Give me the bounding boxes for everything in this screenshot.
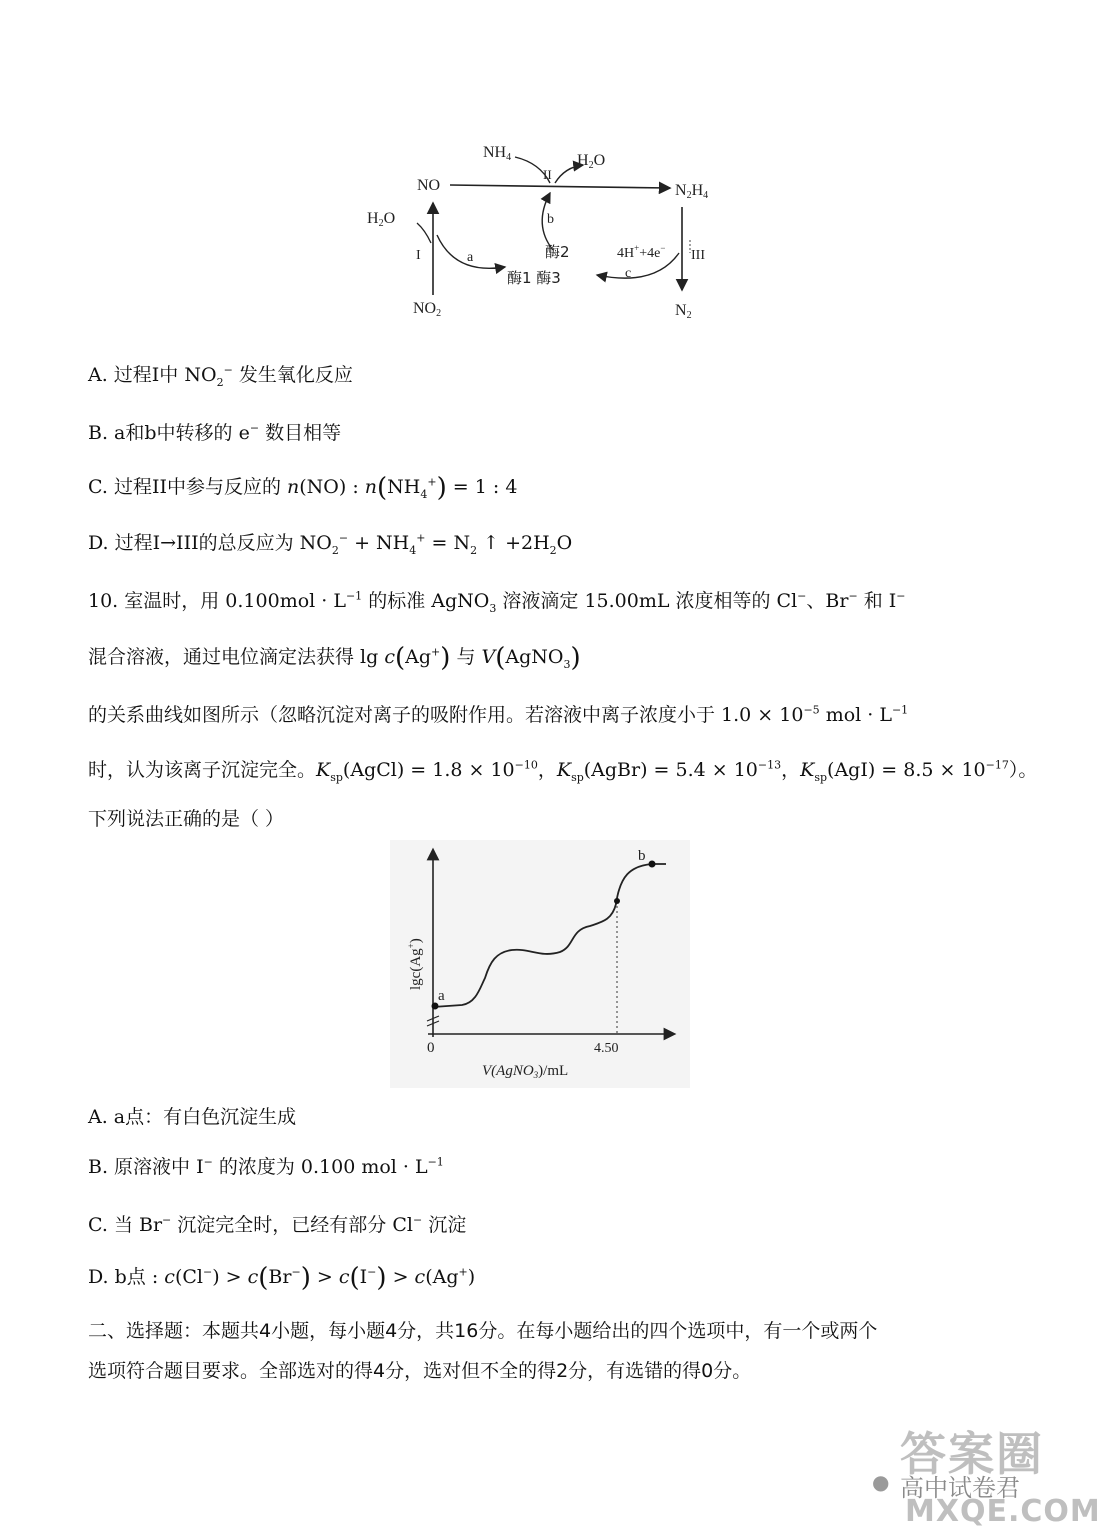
x-tick-label: 4.50	[594, 1041, 619, 1056]
label-a: a	[467, 250, 474, 265]
q10-option-a: A. a点：有白色沉淀生成	[88, 1106, 297, 1128]
q10-line-3: 的关系曲线如图所示（忽略沉淀对离子的吸附作用。若溶液中离子浓度小于 $1.0 \times 10^{-5}$ mol · $L^{-1}$	[88, 703, 909, 726]
q9-option-c: C. 过程II中参与反应的 n(NO) : $n(NH_4^+) = 1$ : 4	[88, 473, 518, 503]
reaction-cycle-diagram	[355, 135, 735, 335]
y-axis-label: lgc(Ag+)	[406, 938, 424, 990]
q10-option-b: B. 原溶液中 I− 的浓度为 0.100 mol · $L^{-1}$	[88, 1155, 444, 1178]
label-i: I	[416, 248, 421, 263]
label-no2: NO2	[413, 300, 442, 319]
label-n2h4: N2H4	[675, 182, 709, 201]
q10-option-c: C. 当 Br− 沉淀完全时，已经有部分 Cl− 沉淀	[88, 1213, 467, 1236]
label-b: b	[547, 212, 554, 227]
label-nh4: NH4	[483, 144, 512, 163]
q10-option-d: D. b点 : c(Cl−) > c(Br−) > c(I−) > c(Ag+)	[88, 1263, 476, 1293]
q9-option-a: A. 过程I中 $NO_2^-$ 发生氧化反应	[88, 363, 353, 389]
point-a-label: a	[438, 988, 445, 1004]
label-n2: N2	[675, 302, 692, 321]
watermark-logo-text: 答案圈	[900, 1427, 1044, 1481]
watermark-site: MXQE.COM	[905, 1494, 1101, 1529]
x-axis-label: V(AgNO$_3$)/mL	[482, 1063, 569, 1080]
section2-line-1: 二、选择题：本题共4小题，每小题4分，共16分。在每小题给出的四个选项中，有一个或两个	[88, 1320, 878, 1342]
inflection-marker	[614, 898, 620, 904]
point-b-marker	[649, 861, 656, 868]
q10-line-5: 下列说法正确的是（ ）	[88, 808, 285, 830]
label-enzyme2: 酶2	[545, 243, 570, 261]
section2-line-2: 选项符合题目要求。全部选对的得4分，选对但不全的得2分，有选错的得0分。	[88, 1360, 752, 1382]
q10-line-4: 时，认为该离子沉淀完全。$K_{sp}(AgCl) = 1.8 \times 10^{-10}$，$K_{sp}(AgBr) = 5.4 \times 10^{-13}$，$K_{sp}(AgI) = 8.5 \times 10^{-17}$）。	[88, 758, 1038, 784]
label-no: NO	[417, 177, 441, 194]
label-h2o-left: H2O	[367, 210, 396, 229]
label-h2o-top: H2O	[577, 152, 606, 171]
q9-option-b: B. a和b中转移的 e− 数目相等	[88, 421, 342, 444]
label-c: c	[625, 266, 632, 281]
label-ii: II	[543, 167, 552, 182]
label-iii: III	[691, 248, 705, 263]
q10-line-1: 10. 室温时，用 $0.100mol \cdot L^{-1}$ 的标准 AgNO$_3$ 溶液滴定 15.00mL 浓度相等的 Cl−、Br− 和 I−	[88, 589, 906, 615]
wechat-icon: ●	[872, 1470, 890, 1494]
arrow-c	[597, 253, 679, 278]
arrow-no-to-n2h4	[450, 185, 670, 188]
label-electrons: 4H++4e−	[617, 243, 666, 261]
q10-line-2: 混合溶液，通过电位滴定法获得 lg c(Ag+) 与 V(AgNO$_3$)	[88, 643, 581, 673]
label-enzyme13: 酶1 酶3	[507, 269, 561, 287]
point-b-label: b	[638, 848, 646, 864]
titration-curve-chart	[390, 840, 690, 1088]
origin-label: 0	[427, 1040, 435, 1056]
arrow-h2o-left	[417, 223, 431, 243]
watermark-account: 高中试卷君	[900, 1474, 1020, 1502]
q9-option-d: D. 过程I→III的总反应为 $NO_2^- + NH_4^+ = N_2$ ↑ $+2H_2O$	[88, 531, 573, 557]
